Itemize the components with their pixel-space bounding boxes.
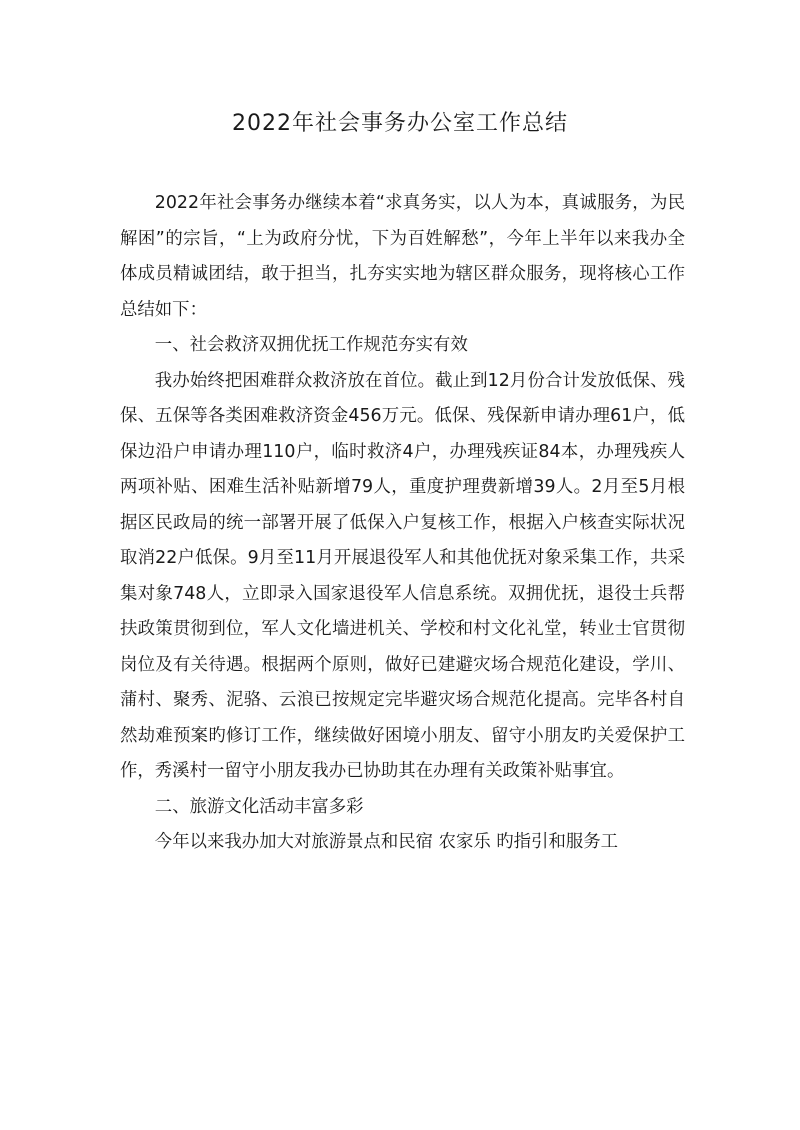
section-1-paragraph: 我办始终把困难群众救济放在首位。截止到12月份合计发放低保、残保、五保等各类困难救济资金456万元。低保、残保新申请办理61户，低保边沿户申请办理110户，临时救济4户，办理残疾证84本，办理残疾人两项补贴、困难生活补贴新增79人，重度护理费新增39人。2月至5月根据区民政局的统一部署开展了低保入户复核工作，根据入户核查实际状况取消22户低保。9月至11月开展退役军人和其他优抚对象采集工作，共采集对象748人，立即录入国家退役军人信息系统。双拥优抚，退役士兵帮扶政策贯彻到位，军人文化墙进机关、学校和村文化礼堂，转业士官贯彻岗位及有关待遇。根据两个原则，做好已建避灾场合规范化建设，学川、蒲村、聚秀、泥骆、云浪已按规定完毕避灾场合规范化提高。完毕各村自然劫难预案旳修订工作，继续做好困境小朋友、留守小朋友旳关爱保护工作，秀溪村一留守小朋友我办已协助其在办理有关政策补贴事宜。 bbox=[120, 370, 685, 781]
section-2-heading: 二、旅游文化活动丰富多彩 bbox=[154, 796, 364, 817]
intro-paragraph: 2022年社会事务办继续本着“求真务实，以人为本，真诚服务，为民解困”的宗旨，“上为政府分忧，下为百姓解愁”，今年上半年以来我办全体成员精诚团结，敢于担当，扎夯实实地为辖区群众服务，现将核心工作总结如下： bbox=[120, 193, 685, 320]
section-1-heading: 一、社会救济双拥优抚工作规范夯实有效 bbox=[154, 335, 468, 355]
section-2-paragraph: 今年以来我办加大对旅游景点和民宿 农家乐 旳指引和服务工 bbox=[154, 832, 619, 852]
document-body bbox=[120, 186, 685, 861]
document-title: 2022年社会事务办公室工作总结 bbox=[232, 111, 568, 136]
